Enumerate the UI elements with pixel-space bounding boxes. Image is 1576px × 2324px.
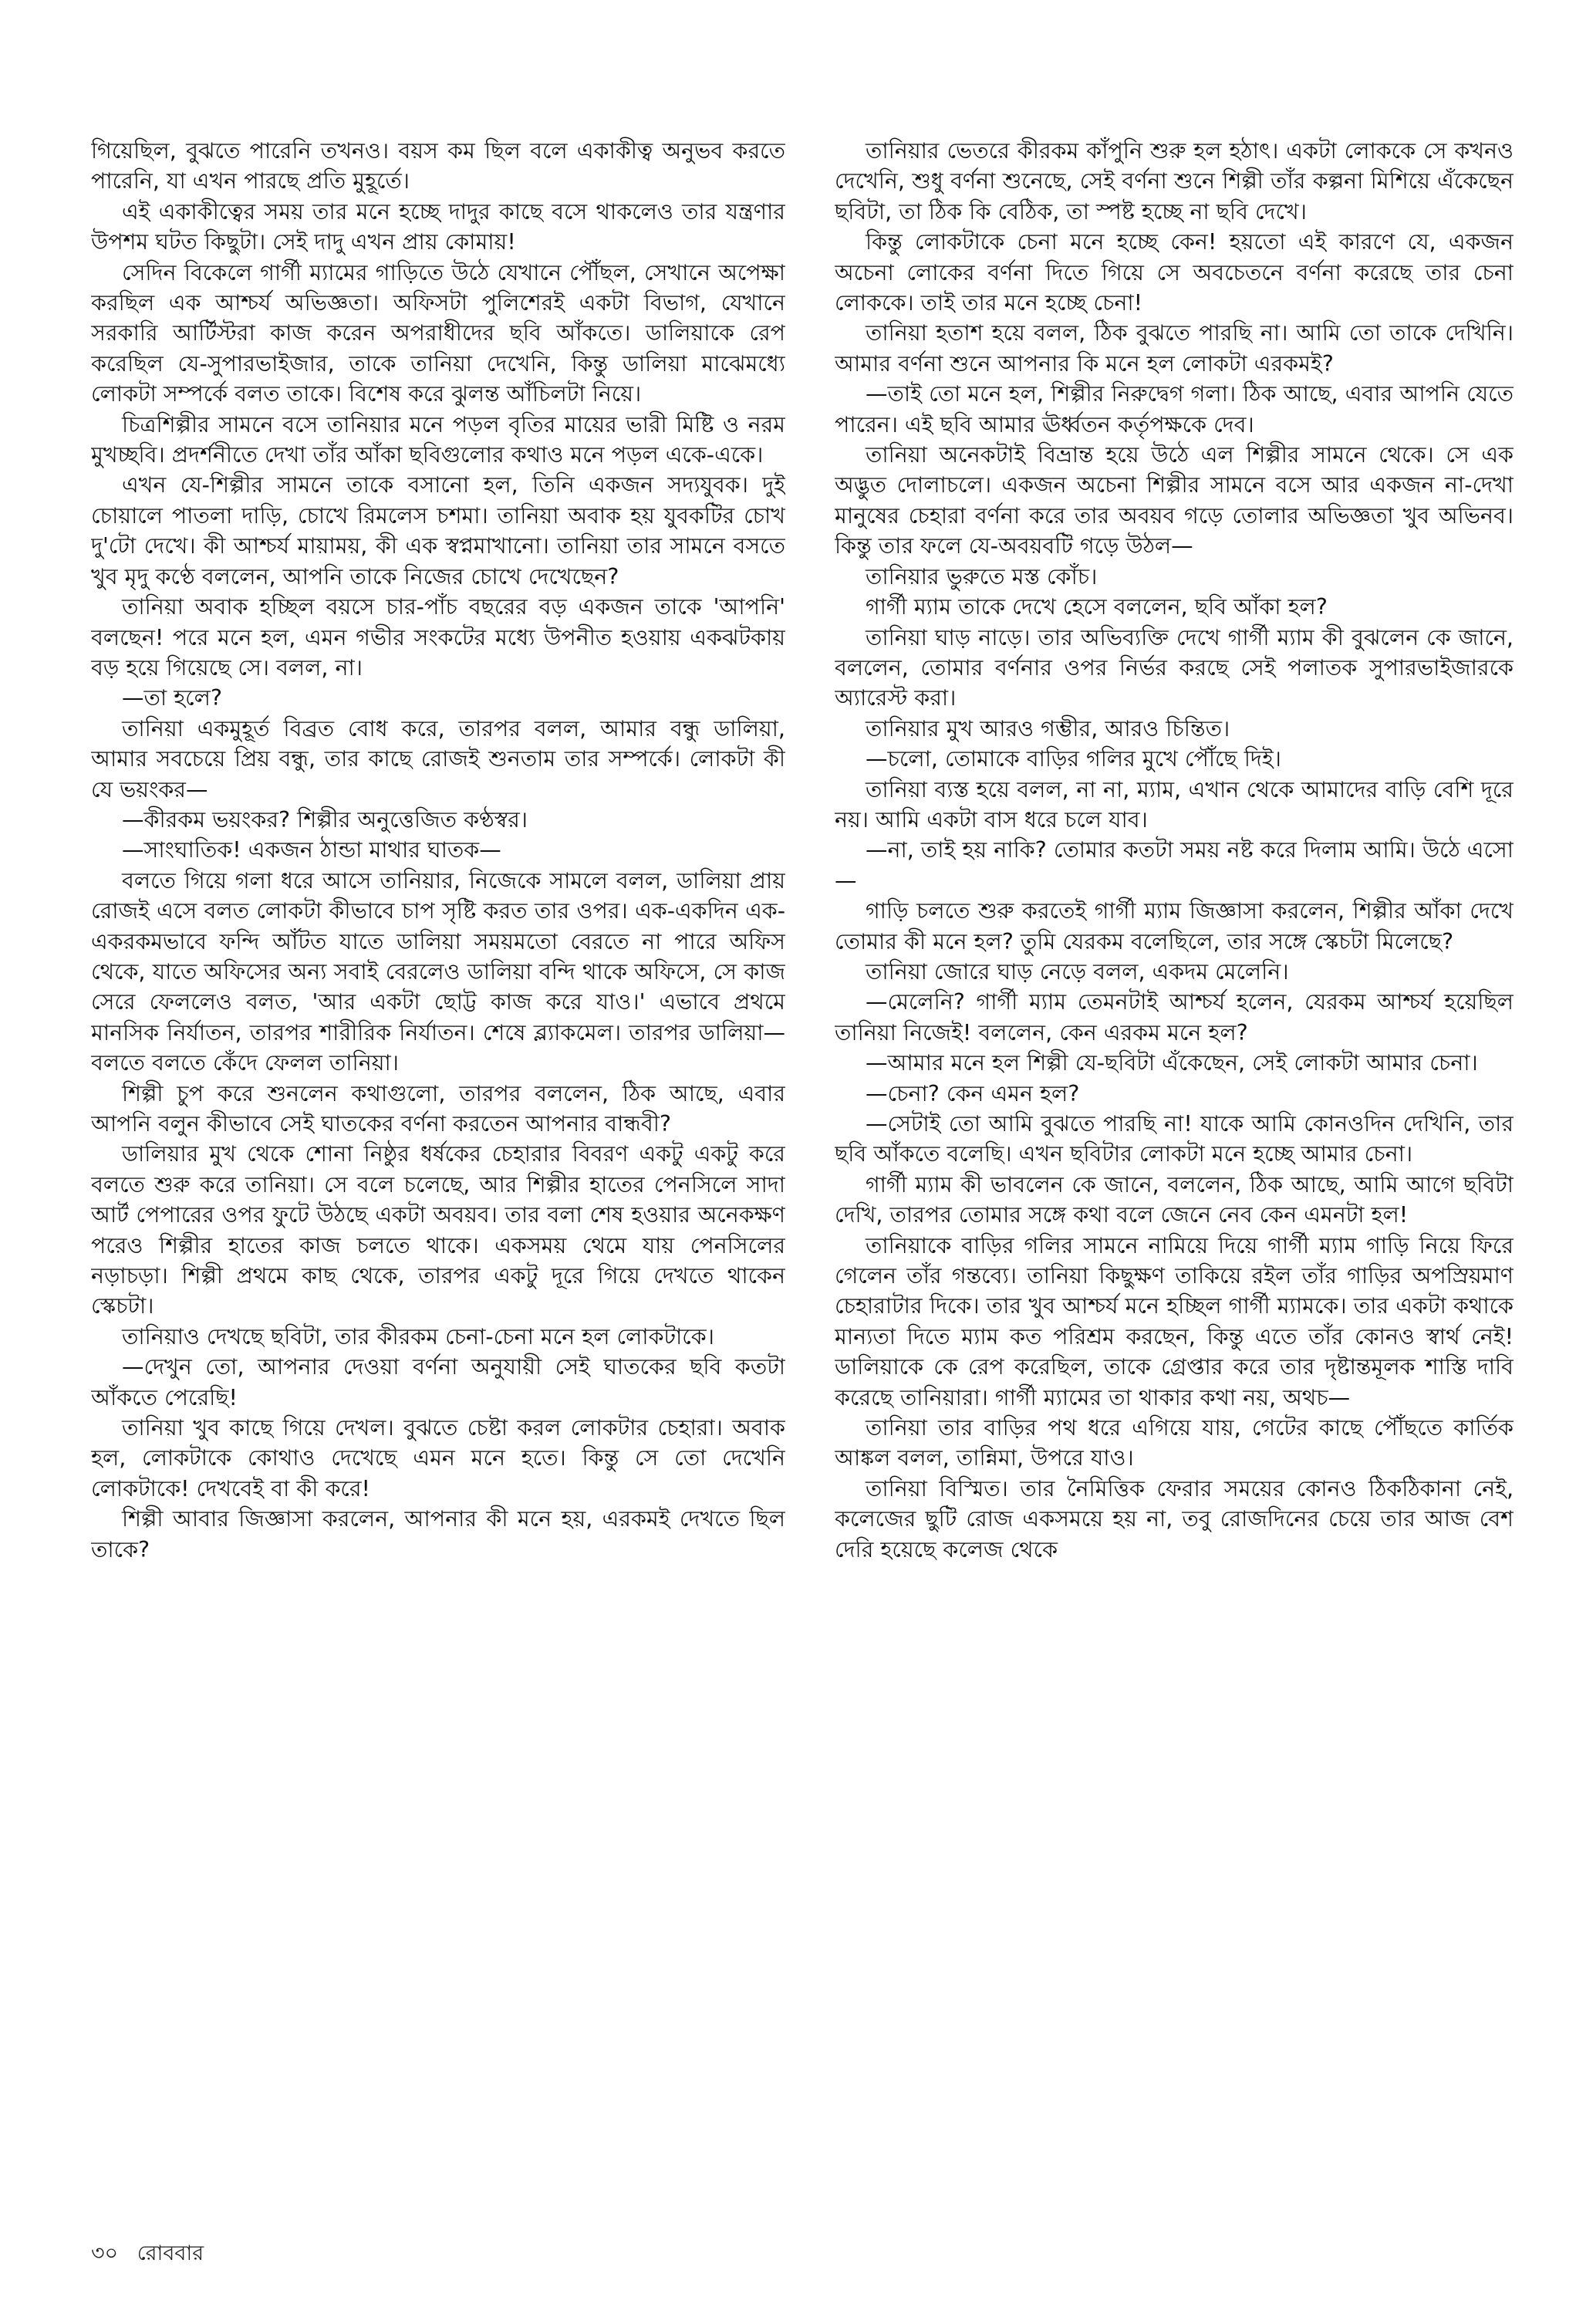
paragraph: শিল্পী চুপ করে শুনলেন কথাগুলো, তারপর বললেন, ঠিক আছে, এবার আপনি বলুন কীভাবে সেই ঘাতকের বর্ণনা করতেন আপনার বান্ধবী? [91,1080,785,1137]
paragraph: এখন যে-শিল্পীর সামনে তাকে বসানো হল, তিনি একজন সদ্যযুবক। দুই চোয়ালে পাতলা দাড়ি, চোখে রিমলেস চশমা। তানিয়া অবাক হয় যুবকটির চোখ দু'টো দেখে। কী আশ্চর্য মায়াময়, কী এক স্বপ্নমাখানো। তানিয়া তার সামনে বসতে খুব মৃদু কণ্ঠে বললেন, আপনি তাকে নিজের চোখে দেখেছেন? [91,472,785,589]
paragraph: তানিয়া বিস্মিত। তার নৈমিত্তিক ফেরার সময়ের কোনও ঠিকঠিকানা নেই, কলেজের ছুটি রোজ একসময়ে হয় না, তবু রোজদিনের চেয়ে তার আজ বেশ দেরি হয়েছে কলেজ থেকে [835,1475,1514,1562]
paragraph: —তাই তো মনে হল, শিল্পীর নিরুদ্বেগ গলা। ঠিক আছে, এবার আপনি যেতে পারেন। এই ছবি আমার ঊর্ধ্বতন কর্তৃপক্ষকে দেব। [835,381,1514,437]
paragraph: কিন্তু লোকটাকে চেনা মনে হচ্ছে কেন! হয়তো এই কারণে যে, একজন অচেনা লোকের বর্ণনা দিতে গিয়ে সে অবচেতনে বর্ণনা করেছে তার চেনা লোককে। তাই তার মনে হচ্ছে চেনা! [835,229,1514,316]
paragraph: তানিয়া তার বাড়ির পথ ধরে এগিয়ে যায়, গেটের কাছে পৌঁছতে কার্তিক আঙ্কল বলল, তান্নিমা, উপরে যাও। [835,1415,1514,1471]
paragraph: তানিয়া অনেকটাই বিভ্রান্ত হয়ে উঠে এল শিল্পীর সামনে থেকে। সে এক অদ্ভুত দোলাচলে। একজন অচেনা শিল্পীর সামনে বসে আর একজন না-দেখা মানুষের চেহারা বর্ণনা করে তার অবয়ব গড়ে তোলার অভিজ্ঞতা খুব অভিনব। কিন্তু তার ফলে যে-অবয়বটি গড়ে উঠল— [835,442,1514,559]
paragraph: সেদিন বিকেলে গার্গী ম্যামের গাড়িতে উঠে যেখানে পৌঁছল, সেখানে অপেক্ষা করছিল এক আশ্চর্য অভিজ্ঞতা। অফিসটা পুলিশেরই একটা বিভাগ, যেখানে সরকারি আর্টিস্টরা কাজ করেন অপরাধীদের ছবি আঁকতে। ডালিয়াকে রেপ করেছিল যে-সুপারভাইজার, তাকে তানিয়া দেখেনি, কিন্তু ডালিয়া মাঝেমধ্যে লোকটা সম্পর্কে বলত তাকে। বিশেষ করে ঝুলন্ত আঁচিলটা নিয়ে। [91,259,785,407]
paragraph: তানিয়া খুব কাছে গিয়ে দেখল। বুঝতে চেষ্টা করল লোকটার চেহারা। অবাক হল, লোকটাকে কোথাও দেখেছে এমন মনে হতে। কিন্তু সে তো দেখেনি লোকটাকে! দেখবেই বা কী করে! [91,1415,785,1501]
paragraph: তানিয়াও দেখছে ছবিটা, তার কীরকম চেনা-চেনা মনে হল লোকটাকে। [122,1323,714,1349]
paragraph: —সাংঘাতিক! একজন ঠান্ডা মাথার ঘাতক— [122,837,501,863]
paragraph: —আমার মনে হল শিল্পী যে-ছবিটা এঁকেছেন, সেই লোকটা আমার চেনা। [866,1050,1478,1076]
paragraph: তানিয়ার ভুরুতে মস্ত কোঁচ। [866,563,1098,589]
page-footer [91,2238,216,2272]
paragraph: গিয়েছিল, বুঝতে পারেনি তখনও। বয়স কম ছিল বলে একাকীত্ব অনুভব করতে পারেনি, যা এখন পারছে প্রতি মুহূর্তে। [91,138,785,194]
paragraph: —মেলেনি? গার্গী ম্যাম তেমনটাই আশ্চর্য হলেন, যেরকম আশ্চর্য হয়েছিল তানিয়া নিজেই! বললেন, কেন এরকম মনে হল? [835,989,1514,1045]
paragraph: তানিয়া হতাশ হয়ে বলল, ঠিক বুঝতে পারছি না। আমি তো তাকে দেখিনি। আমার বর্ণনা শুনে আপনার কি মনে হল লোকটা এরকমই? [835,320,1514,377]
paragraph: শিল্পী আবার জিজ্ঞাসা করলেন, আপনার কী মনে হয়, এরকমই দেখতে ছিল তাকে? [91,1506,785,1562]
paragraph: —সেটাই তো আমি বুঝতে পারছি না! যাকে আমি কোনওদিন দেখিনি, তার ছবি আঁকতে বলেছি। এখন ছবিটার লোকটা মনে হচ্ছে আমার চেনা। [835,1111,1514,1167]
magazine-name: রোববার [137,2241,204,2265]
paragraph: গার্গী ম্যাম কী ভাবলেন কে জানে, বললেন, ঠিক আছে, আমি আগে ছবিটা দেখি, তারপর তোমার সঙ্গে কথা বলে জেনে নেব কেন এমনটা হল! [835,1171,1514,1228]
paragraph: এই একাকীত্বের সময় তার মনে হচ্ছে দাদুর কাছে বসে থাকলেও তার যন্ত্রণার উপশম ঘটত কিছুটা। সেই দাদু এখন প্রায় কোমায়! [91,198,785,255]
paragraph: গার্গী ম্যাম তাকে দেখে হেসে বললেন, ছবি আঁকা হল? [866,594,1328,620]
paragraph: তানিয়া একমুহূর্ত বিব্রত বোধ করে, তারপর বলল, আমার বন্ধু ডালিয়া, আমার সবচেয়ে প্রিয় বন্ধু, তার কাছে রোজই শুনতাম তার সম্পর্কে। লোকটা কী যে ভয়ংকর— [91,715,785,802]
page-number: ৩০ [91,2241,119,2265]
paragraph: —দেখুন তো, আপনার দেওয়া বর্ণনা অনুযায়ী সেই ঘাতকের ছবি কতটা আঁকতে পেরেছি! [91,1354,785,1410]
left-column [91,136,785,2216]
paragraph: তানিয়ার ভেতরে কীরকম কাঁপুনি শুরু হল হঠাৎ। একটা লোককে সে কখনও দেখেনি, শুধু বর্ণনা শুনেছে, সেই বর্ণনা শুনে শিল্পী তাঁর কল্পনা মিশিয়ে এঁকেছেন ছবিটা, তা ঠিক কি বেঠিক, তা স্পষ্ট হচ্ছে না ছবি দেখে। [835,138,1514,225]
paragraph: —না, তাই হয় নাকি? তোমার কতটা সময় নষ্ট করে দিলাম আমি। উঠে এসো— [835,837,1514,893]
paragraph: তানিয়া জোরে ঘাড় নেড়ে বলল, একদম মেলেনি। [866,958,1289,985]
paragraph: ডালিয়ার মুখ থেকে শোনা নিষ্ঠুর ধর্ষকের চেহারার বিবরণ একটু একটু করে বলতে শুরু করে তানিয়া। সে বলে চলেছে, আর শিল্পীর হাতের পেনসিলে সাদা আর্ট পেপারের ওপর ফুটে উঠছে একটা অবয়ব। তার বলা শেষ হওয়ার অনেকক্ষণ পরেও শিল্পীর হাতের কাজ চলতে থাকে। একসময় থেমে যায় পেনসিলের নড়াচড়া। শিল্পী প্রথমে কাছ থেকে, তারপর একটু দূরে গিয়ে দেখতে থাকেন স্কেচটা। [91,1141,785,1319]
right-column [835,136,1514,2216]
paragraph: —চলো, তোমাকে বাড়ির গলির মুখে পৌঁছে দিই। [866,746,1281,772]
paragraph: তানিয়া ব্যস্ত হয়ে বলল, না না, ম্যাম, এখান থেকে আমাদের বাড়ি বেশি দূরে নয়। আমি একটা বাস ধরে চলে যাব। [835,776,1514,833]
paragraph: গাড়ি চলতে শুরু করতেই গার্গী ম্যাম জিজ্ঞাসা করলেন, শিল্পীর আঁকা দেখে তোমার কী মনে হল? তুমি যেরকম বলেছিলে, তার সঙ্গে স্কেচটা মিলেছে? [835,898,1514,954]
paragraph: তানিয়া অবাক হচ্ছিল বয়সে চার-পাঁচ বছরের বড় একজন তাকে 'আপনি' বলছেন! পরে মনে হল, এমন গভীর সংকটের মধ্যে উপনীত হওয়ায় একঝটকায় বড় হয়ে গিয়েছে সে। বলল, না। [91,594,785,681]
paragraph: —তা হলে? [122,685,222,711]
paragraph: —চেনা? কেন এমন হল? [866,1080,1080,1106]
paragraph: চিত্রশিল্পীর সামনে বসে তানিয়ার মনে পড়ল বৃতির মায়ের ভারী মিষ্টি ও নরম মুখচ্ছবি। প্রদর্শনীতে দেখা তাঁর আঁকা ছবিগুলোর কথাও মনে পড়ল একে-একে। [91,411,785,468]
paragraph: তানিয়াকে বাড়ির গলির সামনে নামিয়ে দিয়ে গার্গী ম্যাম গাড়ি নিয়ে ফিরে গেলেন তাঁর গন্তব্যে। তানিয়া কিছুক্ষণ তাকিয়ে রইল তাঁর গাড়ির অপস্রিয়মাণ চেহারাটার দিকে। তার খুব আশ্চর্য মনে হচ্ছিল গার্গী ম্যামকে। তার একটা কথাকে মান্যতা দিতে ম্যাম কত পরিশ্রম করছেন, কিন্তু এতে তাঁর কোনও স্বার্থ নেই! ডালিয়াকে কে রেপ করেছিল, তাকে গ্রেপ্তার করে তার দৃষ্টান্তমূলক শাস্তি দাবি করেছে তানিয়ারা। গার্গী ম্যামের তা থাকার কথা নয়, অথচ— [835,1232,1514,1410]
paragraph: তানিয়া ঘাড় নাড়ে। তার অভিব্যক্তি দেখে গার্গী ম্যাম কী বুঝলেন কে জানে, বললেন, তোমার বর্ণনার ওপর নির্ভর করছে সেই পলাতক সুপারভাইজারকে অ্যারেস্ট করা। [835,624,1514,711]
paragraph: বলতে গিয়ে গলা ধরে আসে তানিয়ার, নিজেকে সামলে বলল, ডালিয়া প্রায় রোজই এসে বলত লোকটা কীভাবে চাপ সৃষ্টি করত তার ওপর। এক-একদিন এক-একরকমভাবে ফন্দি আঁটত যাতে ডালিয়া সময়মতো বেরতে না পারে অফিস থেকে, যাতে অফিসের অন্য সবাই বেরলেও ডালিয়া বন্দি থাকে অফিসে, সে কাজ সেরে ফেললেও বলত, 'আর একটা ছোট্ট কাজ করে যাও।' এভাবে প্রথমে মানসিক নির্যাতন, তারপর শারীরিক নির্যাতন। শেষে ব্ল্যাকমেল। তারপর ডালিয়া—বলতে বলতে কেঁদে ফেলল তানিয়া। [91,867,785,1076]
paragraph: তানিয়ার মুখ আরও গম্ভীর, আরও চিন্তিত। [866,715,1230,741]
paragraph: —কীরকম ভয়ংকর? শিল্পীর অনুত্তেজিত কণ্ঠস্বর। [122,806,528,833]
